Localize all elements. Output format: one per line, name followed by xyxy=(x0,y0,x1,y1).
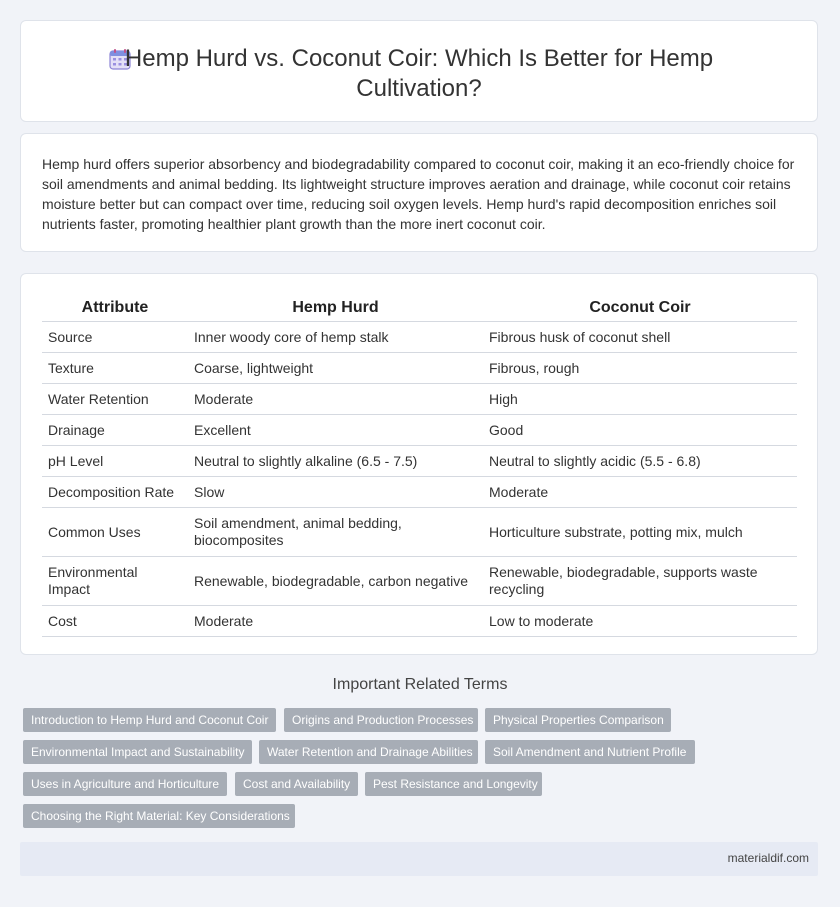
table-row xyxy=(42,415,797,446)
related-term-tag[interactable]: Uses in Agriculture and Horticulture xyxy=(23,772,227,796)
footer-site-link[interactable]: materialdif.com xyxy=(727,851,809,865)
cell-coconut-coir: Low to moderate xyxy=(483,606,797,637)
cell-attribute: Decomposition Rate xyxy=(42,477,188,508)
cell-hemp-hurd: Coarse, lightweight xyxy=(188,353,483,384)
cell-hemp-hurd: Slow xyxy=(188,477,483,508)
related-term-tag[interactable]: Environmental Impact and Sustainability xyxy=(23,740,252,764)
cell-coconut-coir: Moderate xyxy=(483,477,797,508)
column-header-hemp-hurd: Hemp Hurd xyxy=(188,295,483,322)
related-term-tag[interactable]: Pest Resistance and Longevity xyxy=(365,772,542,796)
table-row xyxy=(42,446,797,477)
related-term-tag[interactable]: Origins and Production Processes xyxy=(284,708,478,732)
table-row xyxy=(42,322,797,353)
cell-attribute: Drainage xyxy=(42,415,188,446)
cell-hemp-hurd: Moderate xyxy=(188,606,483,637)
footer xyxy=(20,842,818,876)
related-term-tag[interactable]: Choosing the Right Material: Key Considerations xyxy=(23,804,295,828)
related-term-tag[interactable]: Physical Properties Comparison xyxy=(485,708,671,732)
cell-hemp-hurd: Neutral to slightly alkaline (6.5 - 7.5) xyxy=(188,446,483,477)
cell-coconut-coir: High xyxy=(483,384,797,415)
cell-hemp-hurd: Soil amendment, animal bedding, biocomposites xyxy=(188,508,483,557)
table-row xyxy=(42,508,797,557)
comparison-table xyxy=(42,295,797,637)
column-header-coconut-coir: Coconut Coir xyxy=(483,295,797,322)
related-term-tag[interactable]: Cost and Availability xyxy=(235,772,358,796)
cell-hemp-hurd: Moderate xyxy=(188,384,483,415)
cell-attribute: Common Uses xyxy=(42,508,188,557)
cell-attribute: Texture xyxy=(42,353,188,384)
cell-attribute: Water Retention xyxy=(42,384,188,415)
intro-paragraph: Hemp hurd offers superior absorbency and biodegradability compared to coconut coir, making it an eco-friendly choice for soil amendments and animal bedding. Its lightweight structure improves aeration and drainage, while coconut coir retains moisture better but can compact over time, reducing soil oxygen levels. Hemp hurd's rapid decomposition enriches soil nutrients faster, promoting healthier plant growth than the more inert coconut coir. xyxy=(42,156,795,232)
cell-coconut-coir: Neutral to slightly acidic (5.5 - 6.8) xyxy=(483,446,797,477)
cell-attribute: pH Level xyxy=(42,446,188,477)
cell-coconut-coir: Fibrous, rough xyxy=(483,353,797,384)
table-header-row xyxy=(42,295,797,322)
intro-card xyxy=(20,133,818,252)
table-row xyxy=(42,557,797,606)
related-terms-heading: Important Related Terms xyxy=(332,676,508,693)
table-row xyxy=(42,353,797,384)
cell-attribute: Source xyxy=(42,322,188,353)
related-term-tag[interactable]: Water Retention and Drainage Abilities xyxy=(259,740,478,764)
page-title: Hemp Hurd vs. Coconut Coir: Which Is Better for Hemp Cultivation? xyxy=(124,45,714,102)
related-term-tag[interactable]: Introduction to Hemp Hurd and Coconut Coir xyxy=(23,708,276,732)
table-row xyxy=(42,477,797,508)
comparison-card xyxy=(20,273,818,655)
cell-coconut-coir: Fibrous husk of coconut shell xyxy=(483,322,797,353)
table-row xyxy=(42,606,797,637)
cell-hemp-hurd: Inner woody core of hemp stalk xyxy=(188,322,483,353)
title-card xyxy=(20,20,818,122)
cell-hemp-hurd: Renewable, biodegradable, carbon negative xyxy=(188,557,483,606)
cell-hemp-hurd: Excellent xyxy=(188,415,483,446)
cell-coconut-coir: Horticulture substrate, potting mix, mulch xyxy=(483,508,797,557)
table-row xyxy=(42,384,797,415)
cell-coconut-coir: Renewable, biodegradable, supports waste recycling xyxy=(483,557,797,606)
cell-attribute: Environmental Impact xyxy=(42,557,188,606)
cell-coconut-coir: Good xyxy=(483,415,797,446)
related-term-tag[interactable]: Soil Amendment and Nutrient Profile xyxy=(485,740,695,764)
column-header-attribute: Attribute xyxy=(42,295,188,322)
cell-attribute: Cost xyxy=(42,606,188,637)
